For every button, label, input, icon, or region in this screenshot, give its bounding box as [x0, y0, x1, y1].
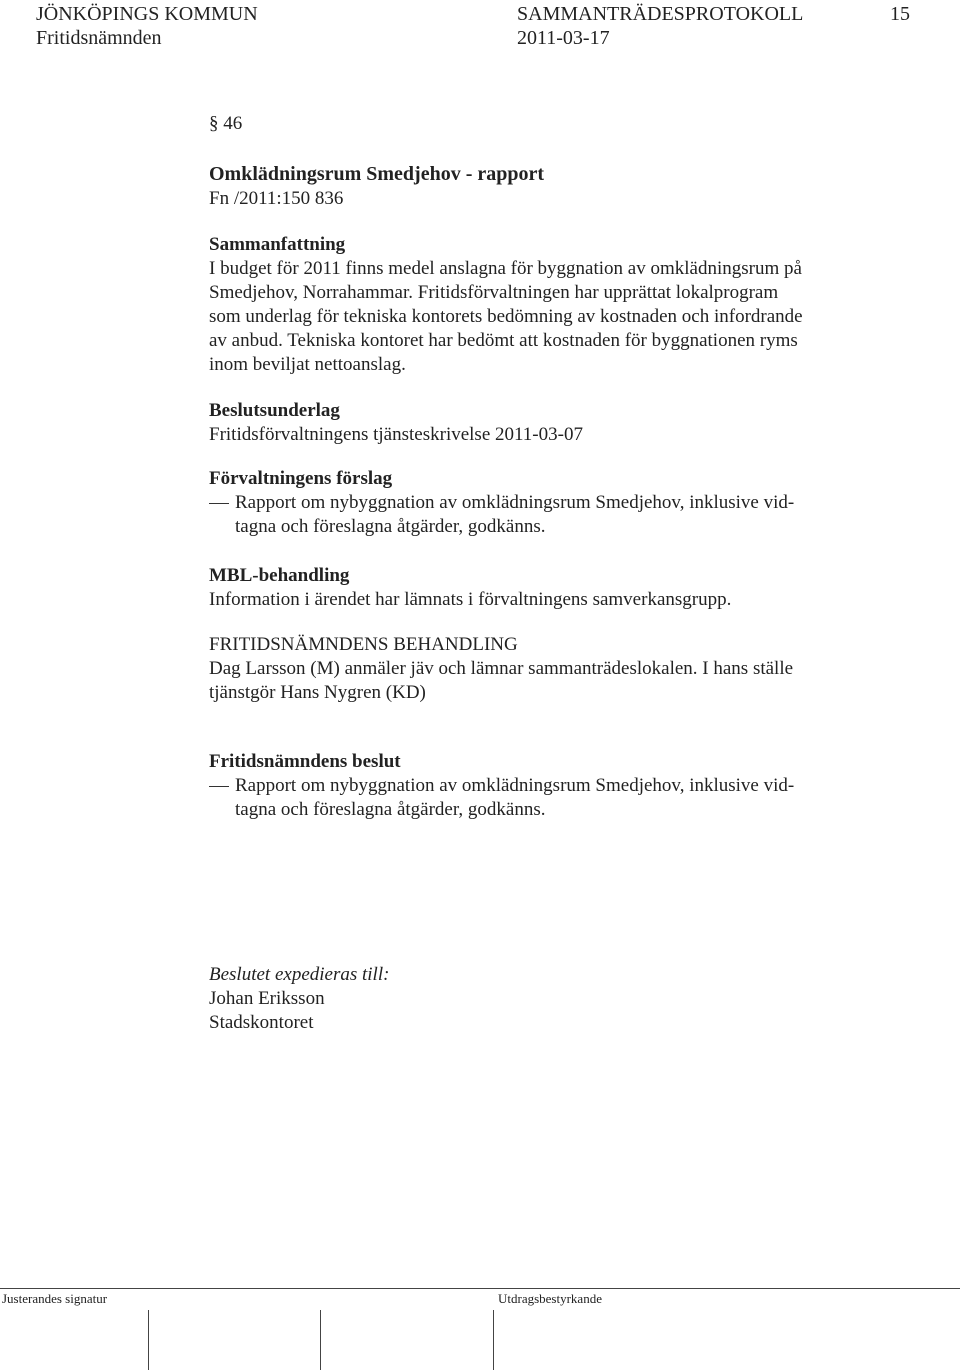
basis-text: Fritidsförvaltningens tjänsteskrivelse 2011-03-07 — [209, 424, 583, 445]
dash-bullet — [209, 786, 229, 787]
section-title: Omklädningsrum Smedjehov - rapport — [209, 163, 545, 185]
signature-box-divider — [148, 1310, 149, 1370]
decision-line: Rapport om nybyggnation av omklädningsrum Smedjehov, inklusive vid- — [235, 775, 795, 796]
summary-line: som underlag för tekniska kontorets bedömning av kostnaden och infordrande — [209, 306, 803, 327]
signature-box-divider — [320, 1310, 321, 1370]
dispatch-heading: Beslutet expedieras till: — [209, 964, 390, 985]
summary-line: I budget för 2011 finns medel anslagna för byggnation av omklädningsrum på — [209, 258, 802, 279]
dispatch-recipient: Stadskontoret — [209, 1012, 314, 1033]
proposal-heading: Förvaltningens förslag — [209, 468, 393, 489]
paragraph-mark: § 46 — [209, 113, 243, 134]
case-reference: Fn /2011:150 836 — [209, 188, 344, 209]
dash-bullet — [209, 503, 229, 504]
org-name: JÖNKÖPINGS KOMMUN — [36, 3, 258, 25]
decision-line: tagna och föreslagna åtgärder, godkänns. — [235, 799, 546, 820]
decision-heading: Fritidsnämndens beslut — [209, 751, 401, 772]
footer-divider — [0, 1288, 960, 1289]
treatment-line: Dag Larsson (M) anmäler jäv och lämnar sammanträdeslokalen. I hans ställe — [209, 658, 794, 679]
mbl-text: Information i ärendet har lämnats i förvaltningens samverkansgrupp. — [209, 589, 732, 610]
treatment-line: tjänstgör Hans Nygren (KD) — [209, 682, 426, 703]
mbl-heading: MBL-behandling — [209, 565, 350, 586]
doc-type: SAMMANTRÄDESPROTOKOLL — [517, 3, 804, 25]
summary-heading: Sammanfattning — [209, 234, 346, 255]
signature-label: Justerandes signatur — [2, 1291, 108, 1306]
summary-line: av anbud. Tekniska kontoret har bedömt att kostnaden för byggnationen ryms — [209, 330, 798, 351]
page-number: 15 — [890, 3, 910, 25]
proposal-line: Rapport om nybyggnation av omklädningsrum Smedjehov, inklusive vid- — [235, 492, 795, 513]
dispatch-recipient: Johan Eriksson — [209, 988, 325, 1009]
treatment-heading: FRITIDSNÄMNDENS BEHANDLING — [209, 634, 518, 655]
basis-heading: Beslutsunderlag — [209, 400, 340, 421]
certification-label: Utdragsbestyrkande — [498, 1291, 602, 1306]
committee-name: Fritidsnämnden — [36, 27, 162, 49]
meeting-date: 2011-03-17 — [517, 27, 610, 49]
summary-line: inom beviljat nettoanslag. — [209, 354, 406, 375]
signature-box-divider — [493, 1310, 494, 1370]
summary-line: Smedjehov, Norrahammar. Fritidsförvaltningen har upprättat lokalprogram — [209, 282, 779, 303]
proposal-line: tagna och föreslagna åtgärder, godkänns. — [235, 516, 546, 537]
